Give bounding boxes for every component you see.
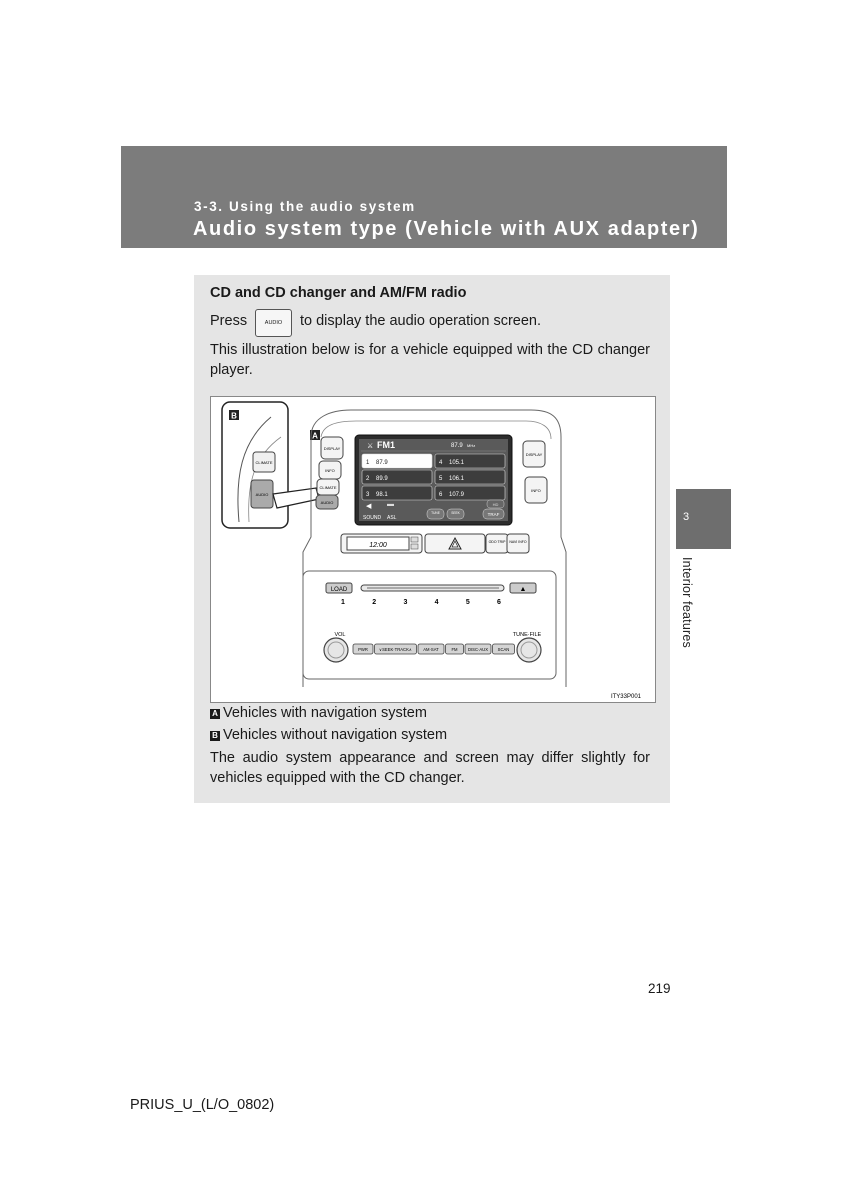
screen-traf: TRAF [487,512,500,517]
legend-item-a [210,703,427,723]
side-info-label: INFO [325,468,335,473]
right-info-label: INFO [531,488,541,493]
press-text-after: to display the audio operation screen. [300,313,542,329]
eject-button-icon: ▲ [519,586,527,593]
navi-info-label: NAVI INFO [509,540,527,544]
legend-item-b [210,725,447,745]
audio-button-row [353,644,515,654]
page-number: 219 [648,981,671,996]
preset-button [435,486,505,500]
box-heading: CD and CD changer and AM/FM radio [210,285,467,301]
page-title: Audio system type (Vehicle with AUX adapter) [193,218,700,240]
legend-text-a: Vehicles with navigation system [223,705,427,721]
audio-control-label: SCAN [497,647,510,652]
press-text-before: Press [210,313,248,329]
preset-frequency: 89.9 [376,476,388,482]
image-code: ITY33P001 [610,694,641,700]
audio-control-label: PWR [358,647,368,652]
inset-climate-label: CLIMATE [255,460,273,465]
screen-band: FM1 [377,440,395,450]
audio-control-label: AM·SAT [423,647,439,652]
chapter-tab-label: Interior features [680,557,694,648]
audio-system-figure [210,396,656,703]
tune-file-label: TUNE·FILE [512,632,542,638]
preset-frequency: 107.9 [449,492,465,498]
load-button-label: LOAD [330,587,348,593]
preset-number: 4 [439,460,443,466]
preset-button [362,470,432,484]
audio-control-label: ∨SEEK·TRACK∧ [379,647,412,652]
preset-number: 3 [366,492,370,498]
preset-frequency: 98.1 [376,492,388,498]
odo-trip-label: ODO TRIP [488,540,506,544]
audio-control-label: FM [451,647,458,652]
section-label: 3-3. Using the audio system [194,199,416,214]
slot-number: 1 [341,599,345,606]
chapter-header [121,146,727,248]
screen-hd: HD [492,502,499,507]
inset-b [222,402,288,528]
preset-frequency: 106.1 [449,476,465,482]
footer-code: PRIUS_U_(L/O_0802) [130,1097,275,1113]
legend-badge-b: B [210,731,220,741]
screen-asl: ASL [387,515,397,521]
preset-button [435,470,505,484]
preset-number: 5 [439,476,443,482]
chapter-tab-number: 3 [683,511,690,523]
label-a: A [312,431,318,441]
audio-button-icon: AUDIO [255,309,292,337]
inset-audio-label: AUDIO [255,492,269,497]
slot-number: 6 [497,599,501,606]
vol-label: VOL [334,632,346,638]
right-display-label: DISPLAY [525,452,543,457]
screen-tune: TUNE [431,511,440,515]
slot-number: 4 [434,599,439,606]
screen-sound: SOUND [363,515,382,521]
slot-number: 2 [372,599,377,606]
illustration-note: This illustration below is for a vehicle equipped with the CD changer player. [210,342,650,378]
clock-display: 12:00 [369,542,387,549]
slot-number: 5 [465,599,470,606]
preset-frequency: 87.9 [376,460,388,466]
preset-frequency: 105.1 [449,460,465,466]
closing-note: The audio system appearance and screen may differ slightly for vehicles equipped with the CD changer. [210,750,650,786]
svg-text:◀: ◀ [366,503,372,510]
legend-text-b: Vehicles without navigation system [223,727,448,743]
screen-frequency: 87.9 [451,443,463,449]
svg-text:▬: ▬ [387,501,394,508]
preset-number: 1 [366,460,370,466]
screen-seek: SEEK [451,511,460,515]
side-display-label: DISPLAY [323,446,341,451]
side-climate-label: CLIMATE [319,485,337,490]
audio-control-label: DISC·AUX [467,647,489,652]
legend-badge-a: A [210,709,220,719]
preset-button [362,454,432,468]
slot-number: 3 [403,599,408,606]
side-audio-label: AUDIO [320,500,334,505]
svg-text:⚔: ⚔ [367,443,374,450]
label-b: B [231,411,237,421]
screen-frequency-unit: MHz [467,443,476,448]
preset-number: 6 [439,492,443,498]
preset-number: 2 [366,476,370,482]
preset-button [362,486,432,500]
preset-button [435,454,505,468]
